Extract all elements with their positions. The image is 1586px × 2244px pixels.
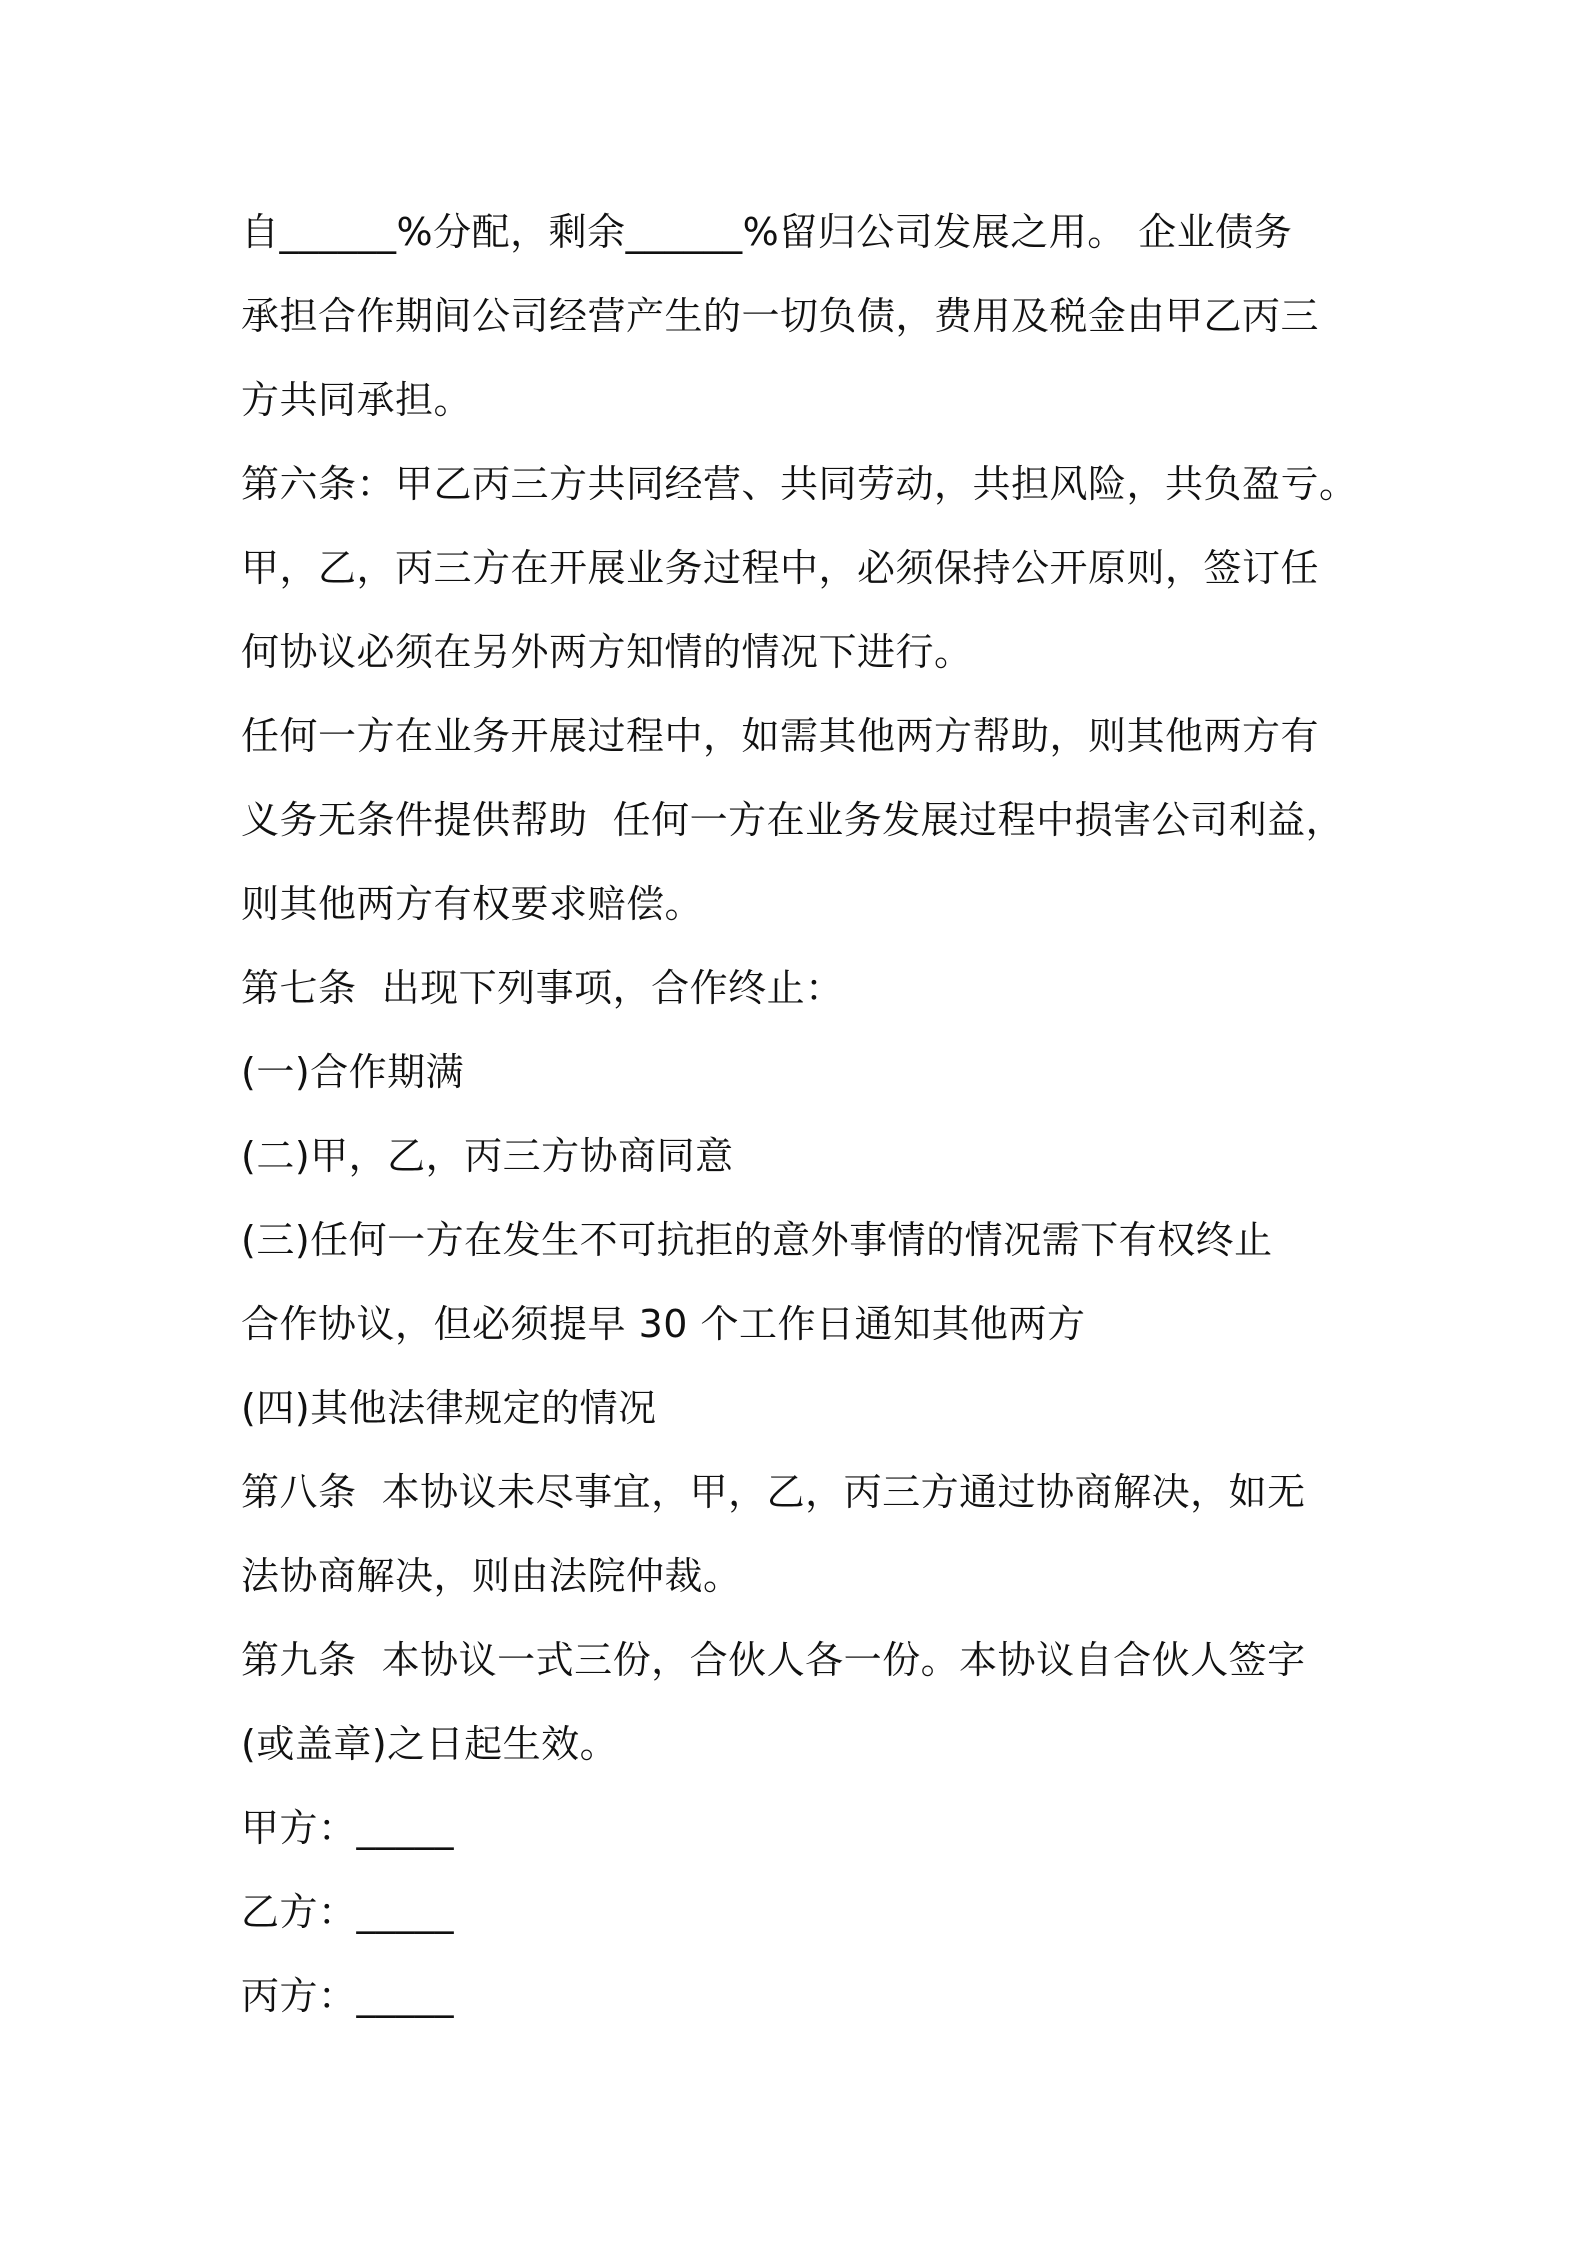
document-body [241, 190, 1361, 2038]
text-line: 承担合作期间公司经营产生的一切负债，费用及税金由甲乙丙三 [241, 294, 1320, 338]
text-line: 何协议必须在另外两方知情的情况下进行。 [241, 630, 973, 674]
text-line: 法协商解决，则由法院仲裁。 [241, 1554, 742, 1598]
text-line: 甲，乙，丙三方在开展业务过程中，必须保持公开原则，签订任 [241, 546, 1320, 590]
party-b-signature-line: 乙方：_____ [241, 1890, 455, 1934]
text-line: 则其他两方有权要求赔偿。 [241, 882, 704, 926]
party-a-signature-line: 甲方：_____ [241, 1806, 455, 1850]
text-line: (或盖章)之日起生效。 [241, 1722, 619, 1766]
article-7-heading: 第七条 出现下列事项，合作终止： [241, 966, 844, 1010]
list-item: (二)甲，乙，丙三方协商同意 [241, 1134, 734, 1178]
text-line: 方共同承担。 [241, 378, 473, 422]
party-c-signature-line: 丙方：_____ [241, 1974, 455, 2018]
list-item: (一)合作期满 [241, 1050, 465, 1094]
article-9-heading: 第九条 本协议一式三份，合伙人各一份。本协议自合伙人签字 [241, 1638, 1306, 1682]
text-line: 自______%分配，剩余______%留归公司发展之用。 企业债务 [241, 210, 1293, 254]
text-line: 合作协议，但必须提早 30 个工作日通知其他两方 [241, 1302, 1086, 1346]
list-item: (四)其他法律规定的情况 [241, 1386, 657, 1430]
article-6-heading: 第六条：甲乙丙三方共同经营、共同劳动，共担风险，共负盈亏。 [241, 462, 1358, 506]
text-line: 义务无条件提供帮助 任何一方在业务发展过程中损害公司利益， [241, 798, 1345, 842]
list-item: (三)任何一方在发生不可抗拒的意外事情的情况需下有权终止 [241, 1218, 1273, 1262]
article-8-heading: 第八条 本协议未尽事宜，甲，乙，丙三方通过协商解决，如无 [241, 1470, 1306, 1514]
text-line: 任何一方在业务开展过程中，如需其他两方帮助，则其他两方有 [241, 714, 1320, 758]
